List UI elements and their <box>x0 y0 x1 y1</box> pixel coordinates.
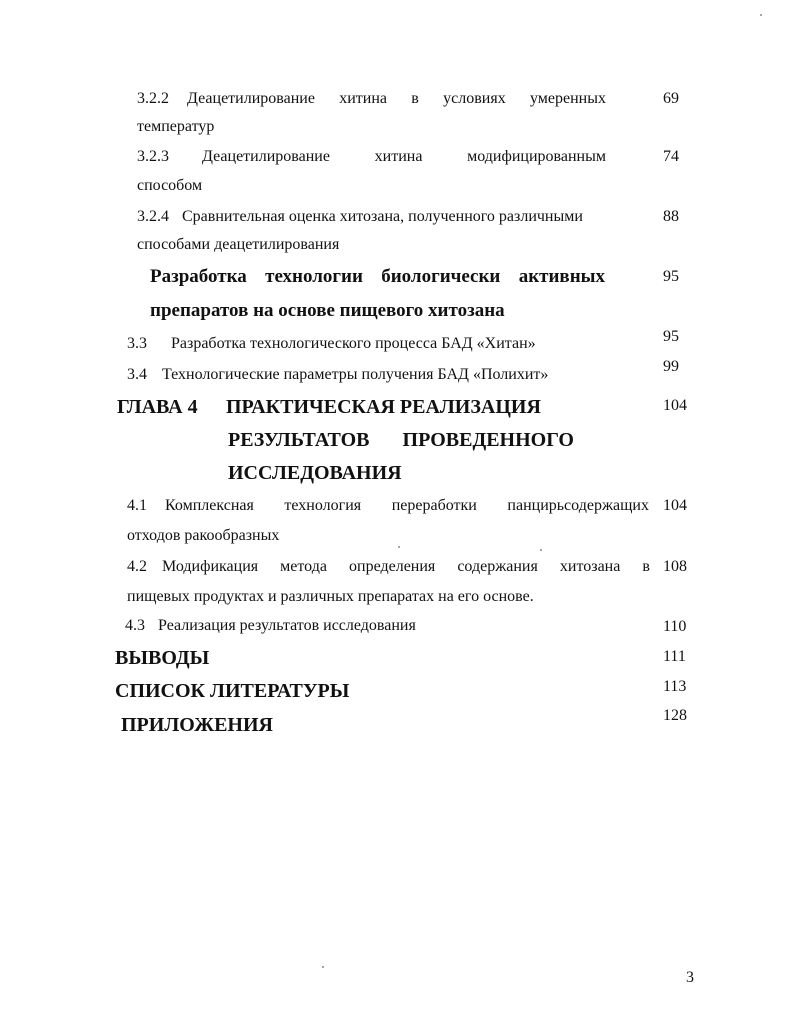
toc-entry-page: 99 <box>663 358 679 375</box>
toc-entry-page: 111 <box>663 648 686 665</box>
toc-entry-page: 69 <box>663 90 679 107</box>
toc-entry-number: 4.3 <box>125 617 145 634</box>
toc-entry-page: 104 <box>663 397 687 414</box>
toc-entry-page: 113 <box>663 678 687 695</box>
toc-entry-title: Технологические параметры получения БАД «Полихит» <box>162 366 549 383</box>
chapter-title-line1: ПРАКТИЧЕСКАЯ РЕАЛИЗАЦИЯ <box>226 396 541 418</box>
chapter-title-line2: РЕЗУЛЬТАТОВ ПРОВЕДЕННОГО <box>228 429 574 451</box>
toc-entry-page: 110 <box>663 618 687 635</box>
toc-entry-title-line1: Деацетилирование хитина в условиях умеренных <box>187 90 606 107</box>
toc-entry-title-line2: способами деацетилирования <box>137 236 340 253</box>
toc-entry-title: Разработка технологического процесса БАД «Хитан» <box>171 335 536 352</box>
toc-entry-page: 88 <box>663 208 679 225</box>
toc-entry-number: 4.2 <box>127 558 147 575</box>
scan-speck <box>398 546 400 548</box>
toc-entry-number: 3.2.4 <box>137 208 169 225</box>
appendices-heading: ПРИЛОЖЕНИЯ <box>121 714 273 736</box>
scan-speck <box>760 14 762 16</box>
toc-entry-page: 104 <box>663 497 687 514</box>
chapter-label: ГЛАВА 4 <box>117 396 198 418</box>
toc-entry-page: 95 <box>663 268 679 285</box>
conclusions-heading: ВЫВОДЫ <box>115 647 210 669</box>
toc-entry-number: 3.3 <box>127 335 147 352</box>
toc-entry-title-line1: Деацетилирование хитина модифицированным <box>202 148 606 165</box>
page-number: 3 <box>686 969 694 986</box>
toc-entry-title-line1: Сравнительная оценка хитозана, полученного различными <box>182 208 583 225</box>
scan-speck <box>540 549 542 551</box>
toc-entry-title-line1: Комплексная технология переработки панцирьсодержащих <box>165 497 649 514</box>
chapter-title-line3: ИССЛЕДОВАНИЯ <box>228 462 402 484</box>
toc-entry-title: Реализация результатов исследования <box>158 617 416 634</box>
toc-entry-page: 95 <box>663 328 679 345</box>
toc-entry-title-line1: Модификация метода определения содержания хитозана в <box>162 558 650 575</box>
scan-speck <box>322 966 324 968</box>
toc-entry-page: 128 <box>663 707 687 724</box>
toc-entry-title-line2: температур <box>137 118 215 135</box>
toc-entry-number: 3.4 <box>127 366 147 383</box>
section-heading-line2: препаратов на основе пищевого хитозана <box>150 300 505 321</box>
toc-entry-page: 74 <box>663 148 679 165</box>
toc-entry-title-line2: отходов ракообразных <box>127 527 280 544</box>
toc-entry-page: 108 <box>663 558 687 575</box>
toc-entry-number: 3.2.2 <box>137 90 169 107</box>
section-heading-line1: Разработка технологии биологически активных <box>150 266 605 287</box>
references-heading: СПИСОК ЛИТЕРАТУРЫ <box>115 680 350 702</box>
toc-entry-number: 4.1 <box>127 497 147 514</box>
toc-entry-title-line2: пищевых продуктах и различных препаратах на его основе. <box>127 588 534 605</box>
toc-entry-number: 3.2.3 <box>137 148 169 165</box>
toc-entry-title-line2: способом <box>137 177 203 194</box>
